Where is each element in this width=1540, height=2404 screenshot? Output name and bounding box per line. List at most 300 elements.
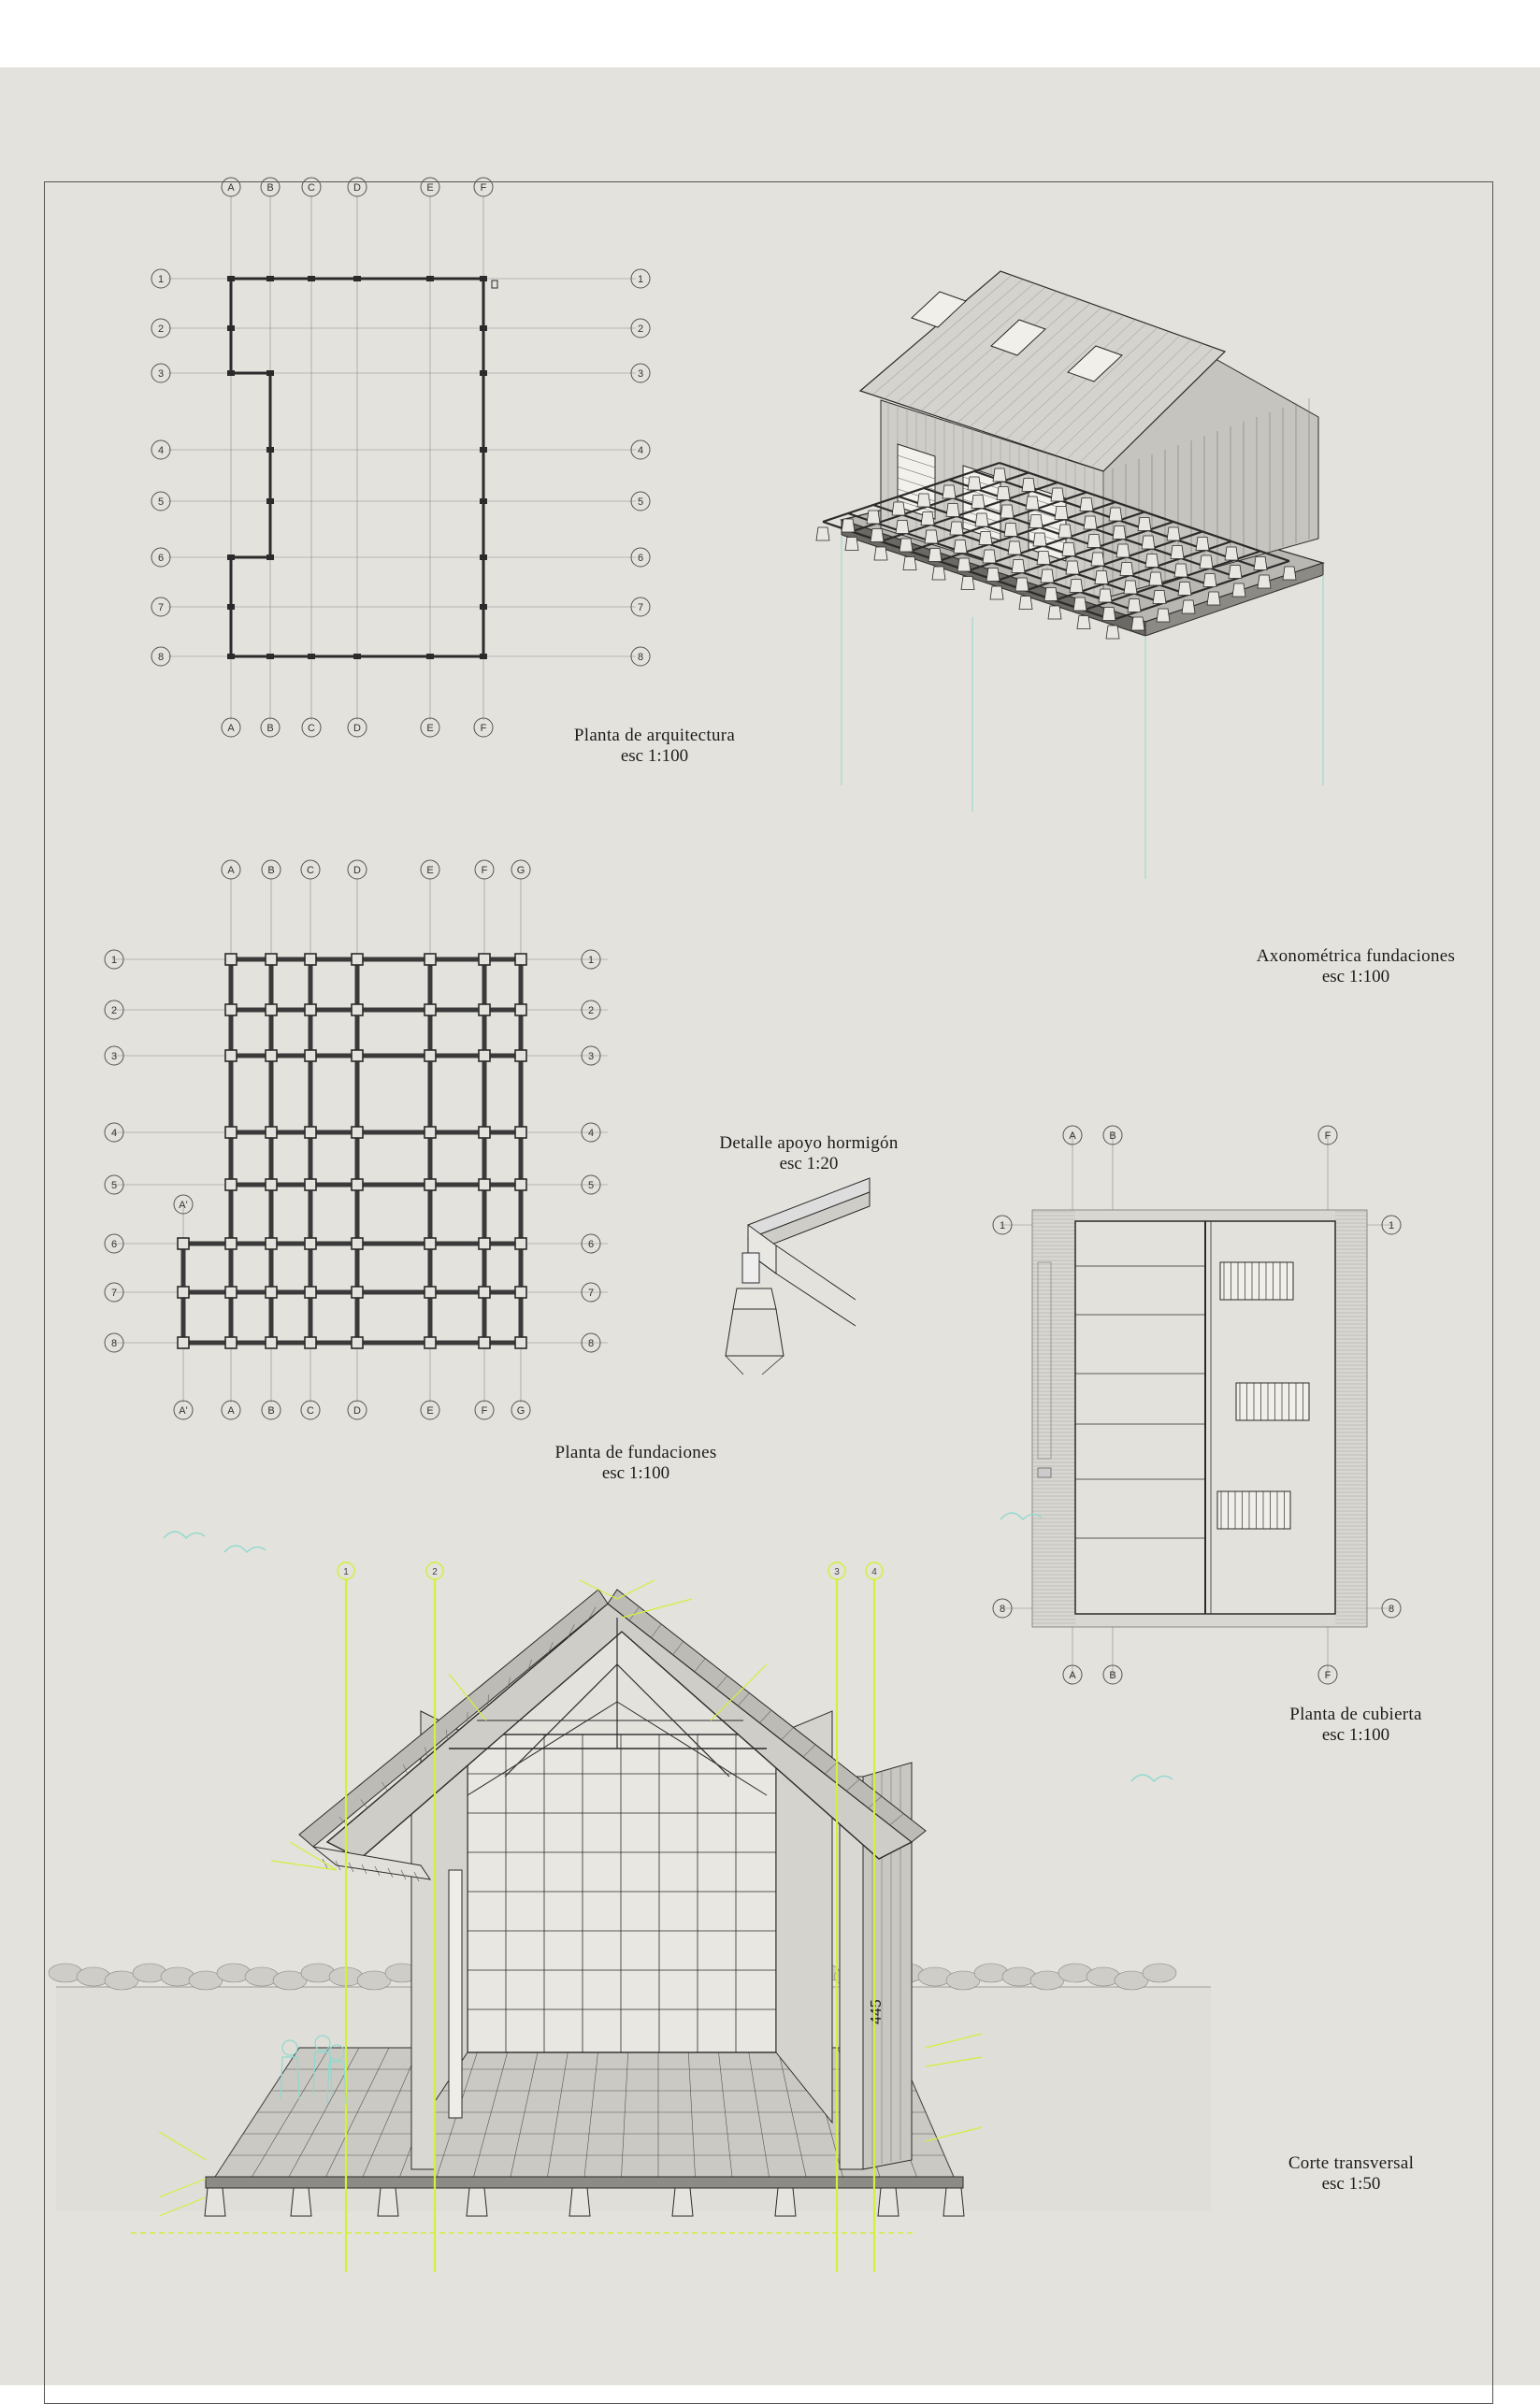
concrete-footing [1138,518,1151,531]
axis-bubble: A [227,865,235,876]
concrete-pier [672,2188,693,2216]
footing [225,954,237,965]
concrete-footing [983,550,996,563]
concrete-footing [950,522,963,535]
concrete-footing [975,513,988,526]
concrete-footing [921,512,934,525]
concrete-footing [1120,563,1133,576]
column-post [227,370,235,376]
concrete-footing [946,504,959,517]
concrete-support-detail [720,1188,879,1384]
footing [225,1127,237,1138]
axis-bubble: 2 [587,1005,595,1016]
axis-bubble: 6 [587,1239,595,1250]
concrete-footing [1145,554,1159,568]
concrete-pier [291,2188,311,2216]
foundation-plan [94,851,636,1431]
steel-plate [742,1253,759,1283]
axis-bubble: A [227,1405,235,1417]
column-post [266,276,274,281]
axis-bubble: 4 [637,445,644,456]
concrete-footing [1283,567,1296,580]
axis-bubble: 3 [587,1051,595,1062]
concrete-footing [845,538,858,551]
axis-bubble: 8 [637,652,644,663]
footing [178,1238,189,1249]
concrete-footing [1157,609,1170,622]
concrete-pier [378,2188,398,2216]
footing [352,1287,363,1298]
axis-label: 4 [871,1567,877,1577]
axis-bubble: C [307,1405,314,1417]
concrete-footing [1149,572,1162,585]
concrete-pier [467,2188,487,2216]
column-post [227,554,235,560]
concrete-footing [1232,583,1245,597]
footing [479,1127,490,1138]
concrete-footing [1058,525,1072,538]
footing [305,1287,316,1298]
concrete-footing [1128,599,1141,612]
concrete-footing [1153,591,1166,604]
concrete-footing [928,549,942,562]
footing-edge [762,1356,784,1375]
caption-scale: esc 1:100 [1321,1725,1390,1745]
axis-bubble: F [481,865,488,876]
footing [266,1004,277,1015]
axis-bubble: 1 [587,955,595,966]
concrete-footing [986,569,1000,582]
concrete-footing [1051,488,1064,501]
foundation-beam [269,959,274,1343]
column-post [308,654,315,659]
footing [225,1004,237,1015]
axis-bubble: B [267,865,275,876]
axis-bubble: 5 [110,1180,118,1191]
footing [515,1179,526,1190]
concrete-footing [990,586,1003,599]
caption-title: Axonométrica fundaciones [1256,946,1456,966]
concrete-footing [1174,564,1187,577]
concrete-footing [874,547,887,560]
concrete-footing [1109,508,1122,521]
axis-bubble: 6 [637,553,644,564]
footing [266,954,277,965]
footing [225,1238,237,1249]
axis-bubble: F [480,723,487,734]
concrete-footing [1070,580,1083,593]
column-post [308,276,315,281]
concrete-footing [1062,543,1075,556]
footing [479,1337,490,1348]
concrete-footing [1258,575,1271,588]
footing [479,1050,490,1061]
column-post [227,604,235,610]
concrete-footing [726,1309,784,1356]
concrete-footing [1080,498,1093,511]
axis-bubble: 8 [587,1338,595,1349]
annotation-leader [617,1580,655,1599]
footing [352,954,363,965]
concrete-footing [1182,600,1195,613]
axis-label: 2 [432,1567,438,1577]
concrete-footing [925,530,938,543]
axis-bubble: 6 [157,553,165,564]
axis-bubble: G [516,1405,525,1417]
axonometric-house-and-foundations [823,262,1384,991]
footing [425,1287,436,1298]
height-dimension: 445 [869,1999,885,2024]
footing [425,1238,436,1249]
concrete-footing [971,496,985,509]
concrete-footing [1113,526,1126,540]
concrete-footing [871,529,884,542]
footing [305,1238,316,1249]
concrete-footing [961,577,974,590]
caption-scale: esc 1:100 [620,746,689,766]
concrete-footing [1229,566,1242,579]
concrete-footing [1087,535,1101,548]
foundation-beam [482,959,487,1343]
footing [266,1287,277,1298]
concrete-footing [1171,546,1184,559]
concrete-footing [1022,479,1035,492]
caption-scale: esc 1:50 [1321,2174,1381,2194]
axis-bubble: 3 [110,1051,118,1062]
footing [225,1179,237,1190]
column-post [426,276,434,281]
footing [225,1337,237,1348]
axis-bubble: F [1324,1130,1331,1142]
column-post [480,276,487,281]
footing [352,1238,363,1249]
caption-title: Detalle apoyo hormigón [719,1133,899,1153]
axis-bubble: 6 [110,1239,118,1250]
axis-bubble: D [353,182,361,194]
axis-bubble: A [227,723,235,734]
footing [515,1337,526,1348]
concrete-footing [1225,547,1238,560]
footing [425,1179,436,1190]
door-symbol [492,281,497,288]
axis-bubble: 2 [110,1005,118,1016]
concrete-footing [1048,606,1061,619]
axis-bubble: A [1069,1130,1076,1142]
axis-bubble: E [426,182,434,194]
column-post [426,654,434,659]
axis-bubble: 7 [110,1288,118,1299]
axis-bubble: C [308,182,315,194]
footing [425,954,436,965]
foundation-plan-caption [505,1443,767,1484]
column-post [480,604,487,610]
column-post [266,447,274,453]
concrete-footing [1041,569,1054,583]
concrete-footing [1066,561,1079,574]
concrete-footing [1095,571,1108,584]
column-post [353,276,361,281]
axis-bubble: 3 [637,368,644,380]
footing [305,1050,316,1061]
caption-title: Planta de arquitectura [573,726,736,745]
concrete-footing [1102,608,1115,621]
footing [479,1004,490,1015]
concrete-footing [1099,589,1112,602]
axis-bubble: B [266,182,274,194]
axis-bubble: 2 [637,324,644,335]
footing [479,1238,490,1249]
axis-bubble: 7 [587,1288,595,1299]
column-post [266,370,274,376]
footing [305,1004,316,1015]
axis-bubble: 3 [157,368,165,380]
concrete-footing [816,527,829,540]
concrete-footing [1029,515,1043,528]
axis-bubble: B [267,1405,275,1417]
concrete-footing [1033,533,1046,546]
column-post [266,498,274,504]
concrete-footing [943,485,956,498]
concrete-footing [1254,557,1267,570]
concrete-footing [1019,597,1032,610]
concrete-footing [997,487,1010,500]
footing [515,1127,526,1138]
concrete-footing [968,477,981,490]
footing [305,1179,316,1190]
concrete-pier [569,2188,590,2216]
footing [225,1287,237,1298]
axis-bubble: 8 [1388,1604,1395,1615]
footing [352,1004,363,1015]
column-post [266,554,274,560]
concrete-footing [1055,507,1068,520]
footing [515,1050,526,1061]
footing-edge [726,1356,743,1375]
axis-bubble: A' [179,1200,188,1211]
left-post [411,1786,435,2169]
annotation-leader [271,1861,337,1870]
concrete-footing [892,502,905,515]
concrete-footing [1203,574,1216,587]
roof-plan-caption [1244,1705,1468,1746]
concrete-footing [1044,588,1058,601]
pedestal-top [733,1288,776,1309]
footing [515,954,526,965]
footing [515,1004,526,1015]
footing [479,1179,490,1190]
concrete-pier [205,2188,225,2216]
axis-bubble: B [266,723,274,734]
concrete-footing [1167,527,1180,540]
axis-bubble: 8 [110,1338,118,1349]
concrete-footing [954,540,967,554]
footing [225,1050,237,1061]
footing [305,1127,316,1138]
concrete-footing [917,494,930,507]
foundation-beam [428,959,433,1343]
footing [479,1287,490,1298]
axis-bubble: E [426,723,434,734]
axis-bubble: 8 [999,1604,1006,1615]
footing [515,1238,526,1249]
axis-bubble: 1 [157,274,165,285]
column-post [480,325,487,331]
footing [266,1337,277,1348]
concrete-footing [1200,555,1213,569]
footing [178,1287,189,1298]
concrete-footing [932,567,945,580]
axis-bubble: A [1069,1670,1076,1681]
column-post [353,654,361,659]
deck-edge [206,2177,963,2188]
concrete-footing [867,511,880,524]
axis-bubble: 2 [157,324,165,335]
gutter-box [1038,1468,1051,1477]
caption-scale: esc 1:100 [1321,967,1390,986]
footing [352,1179,363,1190]
beam-edge [776,1274,856,1326]
concrete-footing [900,539,913,552]
footing [425,1337,436,1348]
column-post [480,498,487,504]
footing [266,1127,277,1138]
concrete-footing [903,557,916,570]
column-post [227,654,235,659]
footing [305,954,316,965]
axis-bubble: F [481,1405,488,1417]
concrete-footing [1178,583,1191,596]
axis-bubble: B [1109,1670,1116,1681]
concrete-footing [957,558,971,571]
axis-bubble: C [307,865,314,876]
glazed-back-wall [468,1735,776,2052]
concrete-footing [1008,541,1021,554]
cross-section [56,1562,1272,2300]
concrete-footing [1026,497,1039,510]
concrete-footing [842,519,855,532]
axis-bubble: A [227,182,235,194]
architecture-floor-plan [140,168,664,748]
column-post [227,276,235,281]
concrete-footing [1091,553,1104,566]
caption-scale: esc 1:100 [601,1463,670,1483]
axis-bubble: 5 [157,497,165,508]
footing [352,1050,363,1061]
concrete-footing [1131,617,1144,630]
caption-scale: esc 1:20 [779,1154,839,1173]
concrete-footing [1077,616,1090,629]
axis-bubble: F [1324,1670,1331,1681]
concrete-footing [1015,578,1029,591]
concrete-footing [1196,538,1209,551]
axis-bubble: E [426,1405,434,1417]
axis-label: 1 [343,1567,349,1577]
shrub [1143,1964,1176,1982]
axis-bubble: 4 [157,445,165,456]
concrete-footing [896,521,909,534]
axis-bubble: 1 [999,1220,1006,1231]
column-post [266,654,274,659]
caption-title: Planta de fundaciones [554,1443,717,1462]
axis-bubble: 1 [637,274,644,285]
concrete-footing [1004,524,1017,537]
concrete-footing [1012,560,1025,573]
concrete-footing [993,468,1006,482]
footing [352,1337,363,1348]
axis-bubble: D [353,865,361,876]
axis-bubble: F [480,182,487,194]
door-panel [449,1870,462,2118]
concrete-footing [979,532,992,545]
footing [305,1337,316,1348]
concrete-footing [1037,552,1050,565]
concrete-footing [1142,536,1155,549]
foundation-beam [229,959,234,1343]
architecture-plan-caption [524,726,785,767]
concrete-footing [1073,597,1087,611]
beam-edge [776,1245,856,1300]
axis-label: 3 [834,1567,840,1577]
foundation-beam [519,959,524,1343]
axis-bubble: 1 [110,955,118,966]
column-post [480,654,487,659]
axis-bubble: 5 [637,497,644,508]
footing [266,1238,277,1249]
footing [425,1127,436,1138]
foundation-beam [309,959,313,1343]
concrete-pier [775,2188,796,2216]
concrete-footing [1207,592,1220,605]
axis-bubble: 7 [637,602,644,613]
caption-title: Corte transversal [1288,2153,1415,2173]
concrete-pier [878,2188,899,2216]
axis-bubble: A' [179,1405,188,1417]
concrete-footing [1116,544,1130,557]
footing [479,954,490,965]
caption-title: Planta de cubierta [1289,1705,1422,1724]
axis-bubble: 8 [157,652,165,663]
axis-bubble: 4 [587,1128,595,1139]
column-post [480,447,487,453]
axis-bubble: D [353,723,361,734]
concrete-footing [1084,516,1097,529]
footing [515,1287,526,1298]
footing [266,1179,277,1190]
footing [178,1337,189,1348]
axis-bubble: G [516,865,525,876]
concrete-footing [1106,626,1119,639]
axis-bubble: E [426,865,434,876]
axonometric-caption [1216,946,1496,987]
foundation-beam [355,959,360,1343]
axis-bubble: D [353,1405,361,1417]
column-post [480,370,487,376]
axis-bubble: B [1109,1130,1116,1142]
bird [1131,1775,1173,1781]
detail-caption [673,1133,944,1174]
concrete-footing [1124,581,1137,594]
concrete-footing [1000,505,1014,518]
column-post [227,325,235,331]
axis-bubble: 1 [1388,1220,1395,1231]
footing [425,1004,436,1015]
concrete-pier [943,2188,964,2216]
axis-bubble: 7 [157,602,165,613]
axis-bubble: C [308,723,315,734]
section-caption [1244,2153,1459,2195]
footing [425,1050,436,1061]
axis-bubble: 5 [587,1180,595,1191]
